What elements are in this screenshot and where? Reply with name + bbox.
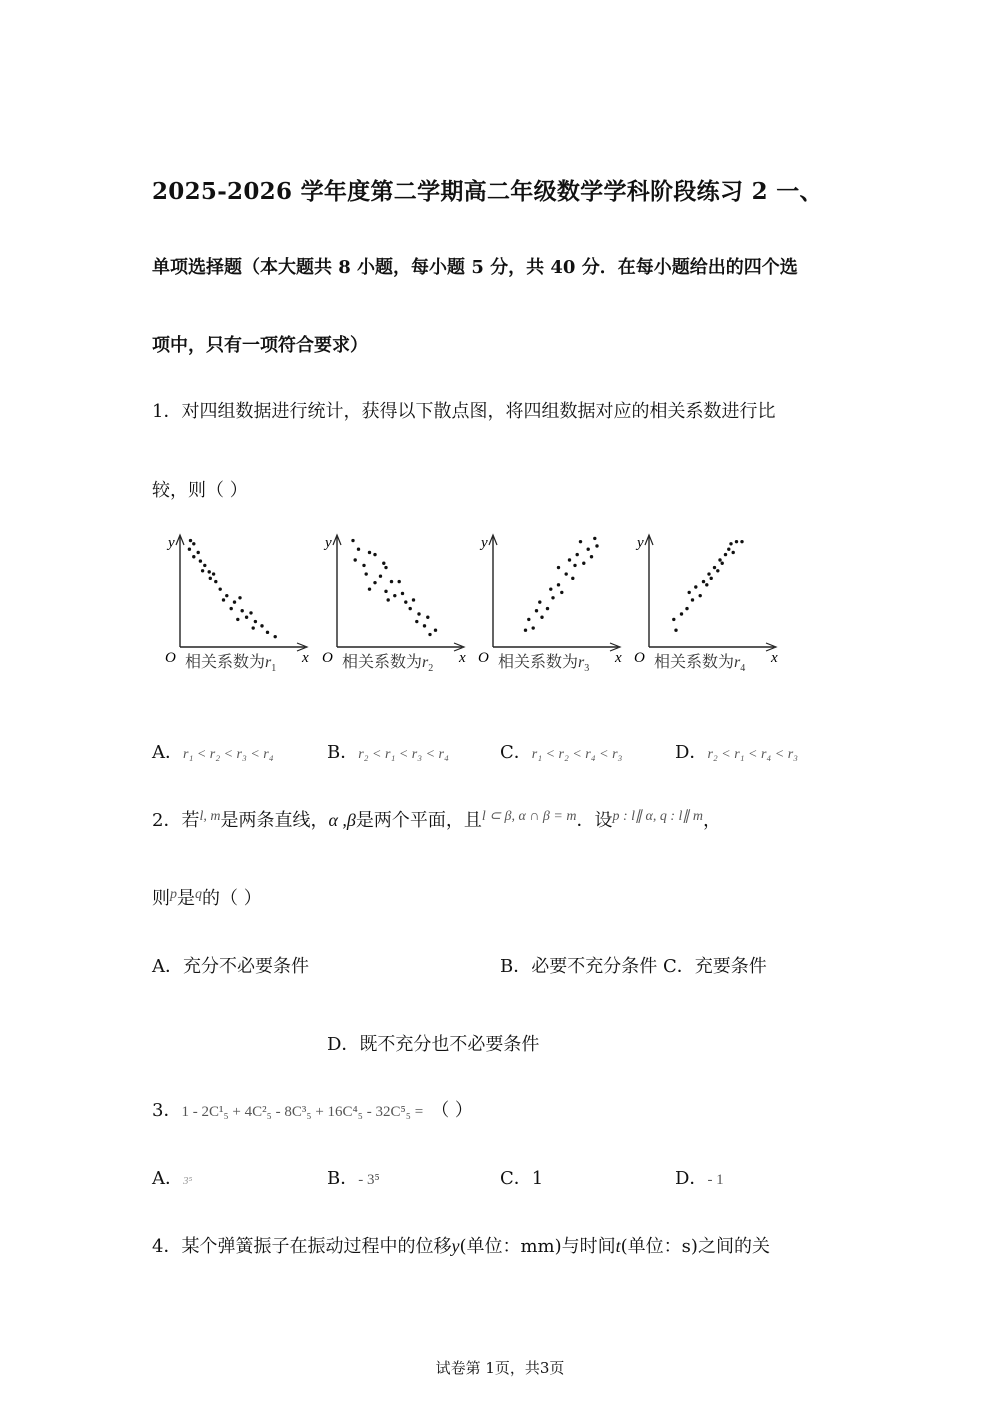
scatter-point (582, 562, 585, 565)
q2-condition-math: l ⊂ β, α ∩ β = m (481, 809, 577, 824)
scatter-point (260, 624, 263, 627)
q2-line2-a: 则 (152, 888, 170, 909)
scatter-point (236, 618, 239, 621)
scatter-point (688, 591, 691, 594)
scatter-point (252, 626, 255, 629)
q3-option-d[interactable] (675, 1164, 724, 1190)
scatter-point (595, 544, 598, 547)
scatter-point (546, 607, 549, 610)
plot-caption: 相关系数为$r_2$ (342, 654, 434, 674)
q4-t-var: t (615, 1236, 621, 1256)
scatter-point (384, 590, 387, 593)
q2-planes-math: α ,β (328, 810, 356, 830)
scatter-point (565, 572, 568, 575)
y-axis-label: y (168, 535, 175, 551)
q3-stem (152, 1096, 473, 1122)
scatter-point (390, 580, 393, 583)
scatter-point (707, 572, 710, 575)
scatter-point (718, 558, 721, 561)
q2-stem-line1 (152, 806, 721, 832)
q3-option-a[interactable] (152, 1164, 192, 1190)
q4-text-a: 4．某个弹簧振子在振动过程中的位移 (152, 1236, 452, 1257)
q3-option-b[interactable] (327, 1164, 380, 1190)
page-title: 2025-2026 学年度第二学期高二年级数学学科阶段练习 2 一、 (152, 178, 823, 205)
scatter-point (721, 562, 724, 565)
scatter-point (245, 616, 248, 619)
scatter-point (691, 598, 694, 601)
origin-label: O (165, 650, 176, 666)
q4-stem (152, 1232, 770, 1258)
q3-paren: （ ） (431, 1100, 473, 1121)
q1-stem-line2: 较，则（ ） (152, 480, 248, 501)
scatter-point (379, 575, 382, 578)
scatter-point (365, 572, 368, 575)
scatter-point (571, 577, 574, 580)
scatter-point (249, 611, 252, 614)
q2-text-2: 是两个平面，且 (355, 810, 482, 831)
scatter-point (538, 600, 541, 603)
scatter-point (705, 583, 708, 586)
scatter-point (212, 572, 215, 575)
scatter-point (702, 580, 705, 583)
scatter-point (674, 629, 677, 632)
scatter-point (188, 548, 191, 551)
q3-option-a-math: 3⁵ (183, 1175, 193, 1187)
scatter-point (203, 564, 206, 567)
scatter-point (233, 600, 236, 603)
scatter-point (354, 558, 357, 561)
section-header-line1: 单项选择题（本大题共 8 小题，每小题 5 分，共 40 分．在每小题给出的四个选 (152, 257, 798, 278)
scatter-point (373, 553, 376, 556)
scatter-point (699, 594, 702, 597)
scatter-point (527, 618, 530, 621)
scatter-point (593, 537, 596, 540)
q3-option-a-label: A． (152, 1168, 183, 1189)
scatter-point (716, 569, 719, 572)
section-header-line2: 项中，只有一项符合要求） (152, 335, 368, 356)
q1-option-c-math: r₁ < r₂ < r₄ < r₃ (531, 747, 623, 762)
scatter-point (568, 558, 571, 561)
origin-label: O (634, 650, 645, 666)
scatter-point (208, 570, 211, 573)
q3-expression-math: 1 - 2C¹₅ + 4C²₅ - 8C³₅ + 16C⁴₅ - 32C⁵₅ = (181, 1104, 424, 1120)
scatter-point (393, 594, 396, 597)
scatter-point (201, 569, 204, 572)
scatter-point (362, 564, 365, 567)
scatter-point (672, 618, 675, 621)
scatter-point (590, 555, 593, 558)
scatter-point (368, 551, 371, 554)
scatter-point (735, 540, 738, 543)
page-footer: 试卷第 1页，共3页 (435, 1359, 565, 1377)
scatter-point (189, 539, 192, 542)
scatter-point (729, 542, 732, 545)
q3-option-c[interactable] (500, 1164, 543, 1190)
q2-pq-math: p : l∥ α, q : l∥ m (612, 809, 704, 824)
scatter-point (551, 596, 554, 599)
q1-option-a-label: A． (152, 742, 183, 763)
scatter-point (732, 551, 735, 554)
q1-stem-line1: 1．对四组数据进行统计，获得以下散点图，将四组数据对应的相关系数进行比 (152, 401, 776, 422)
q1-option-c-label: C． (500, 742, 532, 763)
scatter-point (685, 607, 688, 610)
scatter-point (557, 566, 560, 569)
y-axis-label: y (325, 535, 332, 551)
x-axis-label: x (771, 650, 778, 666)
q2-option-a[interactable]: A．充分不必要条件 (152, 956, 309, 977)
x-axis-label: x (302, 650, 309, 666)
scatter-point (192, 542, 195, 545)
scatter-point (357, 548, 360, 551)
scatter-point (373, 581, 376, 584)
scatter-point (557, 583, 560, 586)
q1-option-d-label: D． (675, 742, 708, 763)
scatter-point (434, 629, 437, 632)
scatter-point (532, 626, 535, 629)
q2-line2-c: 的（ ） (202, 888, 262, 909)
q2-stem-line2 (152, 884, 262, 910)
scatter-point (222, 598, 225, 601)
scatter-point (540, 616, 543, 619)
scatter-point (680, 612, 683, 615)
scatter-point (199, 559, 202, 562)
q3-option-b-math: - 3⁵ (358, 1172, 380, 1188)
q1-option-d-math: r₂ < r₁ < r₄ < r₃ (707, 747, 799, 762)
q1-option-c[interactable] (500, 738, 622, 764)
scatter-point (579, 540, 582, 543)
q3-num: 3． (152, 1100, 182, 1121)
q4-y-var: y (451, 1236, 460, 1256)
scatter-point (238, 596, 241, 599)
q1-scatter-figure (150, 515, 790, 685)
scatter-point (415, 620, 418, 623)
plot-caption: 相关系数为$r_3$ (498, 654, 590, 674)
q4-text-b: (单位：mm)与时间 (459, 1236, 616, 1257)
q2-num: 2．若 (152, 810, 200, 831)
scatter-point (230, 607, 233, 610)
scatter-point (192, 555, 195, 558)
q3-option-b-label: B． (327, 1168, 359, 1189)
q2-p-math: p (170, 887, 177, 902)
origin-label: O (322, 650, 333, 666)
scatter-point (409, 607, 412, 610)
q1-option-b-label: B． (327, 742, 359, 763)
y-axis-label: y (637, 535, 644, 551)
q2-text-1: 是两条直线， (220, 810, 329, 831)
x-axis-label: x (615, 650, 622, 666)
scatter-point (219, 587, 222, 590)
q1-option-a-math: r₁ < r₂ < r₃ < r₄ (183, 747, 274, 762)
scatter-point (549, 587, 552, 590)
q2-text-3: ．设 (576, 810, 613, 831)
scatter-point (560, 591, 563, 594)
scatter-point (209, 577, 212, 580)
q2-option-d[interactable]: D．既不充分也不必要条件 (327, 1034, 540, 1055)
scatter-point (214, 580, 217, 583)
scatter-point (274, 635, 277, 638)
q1-option-b[interactable] (327, 738, 449, 764)
scatter-plot-3 (478, 535, 622, 674)
q3-option-d-math: - 1 (707, 1172, 724, 1188)
q2-q-math: q (195, 887, 202, 902)
scatter-point (417, 612, 420, 615)
x-axis-label: x (459, 650, 466, 666)
scatter-point (576, 553, 579, 556)
scatter-point (710, 577, 713, 580)
scatter-point (387, 598, 390, 601)
q2-line2-b: 是 (177, 888, 195, 909)
scatter-plot-2 (322, 535, 466, 674)
scatter-point (426, 616, 429, 619)
q3-option-d-label: D． (675, 1168, 708, 1189)
scatter-point (382, 562, 385, 565)
y-axis-label: y (481, 535, 488, 551)
scatter-point (225, 594, 228, 597)
scatter-point (423, 624, 426, 627)
scatter-point (727, 548, 730, 551)
scatter-point (713, 566, 716, 569)
q1-option-d[interactable] (675, 738, 798, 764)
plot-caption: 相关系数为$r_4$ (654, 654, 746, 674)
scatter-point (535, 609, 538, 612)
q4-text-c: (单位：s)之间的关 (620, 1236, 770, 1257)
q1-option-a[interactable] (152, 738, 274, 764)
scatter-point (740, 540, 743, 543)
q2-option-bc[interactable]: B．必要不充分条件 C．充要条件 (500, 956, 767, 977)
scatter-point (694, 585, 697, 588)
q2-text-4: ， (703, 810, 722, 831)
scatter-point (254, 620, 257, 623)
scatter-point (573, 564, 576, 567)
scatter-point (266, 631, 269, 634)
q3-option-c-label: C． (500, 1168, 532, 1189)
scatter-point (587, 548, 590, 551)
scatter-point (241, 609, 244, 612)
origin-label: O (478, 650, 489, 666)
scatter-point (384, 566, 387, 569)
scatter-point (368, 587, 371, 590)
q2-lines-math: l, m (199, 809, 221, 824)
scatter-point (197, 551, 200, 554)
scatter-point (398, 580, 401, 583)
scatter-point (404, 600, 407, 603)
scatter-point (428, 633, 431, 636)
q1-option-b-math: r₂ < r₁ < r₃ < r₄ (358, 747, 449, 762)
scatter-point (524, 629, 527, 632)
q3-option-c-value: 1 (531, 1168, 544, 1189)
scatter-point (724, 553, 727, 556)
scatter-plot-1 (165, 535, 309, 674)
scatter-point (401, 592, 404, 595)
plot-caption: 相关系数为$r_1$ (185, 654, 277, 674)
scatter-point (351, 539, 354, 542)
scatter-plot-4 (634, 535, 778, 674)
scatter-point (412, 598, 415, 601)
